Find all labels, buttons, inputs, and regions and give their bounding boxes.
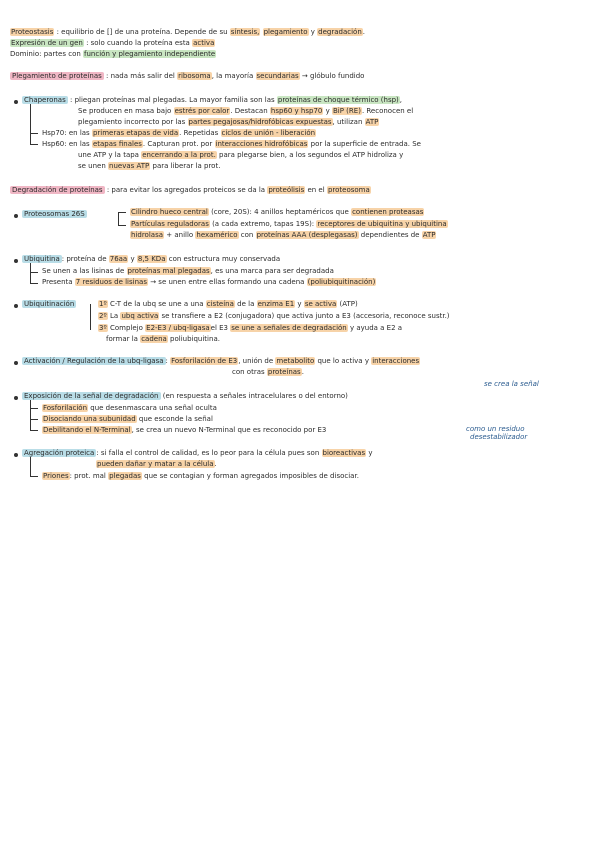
label-exposicion: Exposición de la señal de degradación bbox=[24, 392, 159, 400]
label-proteosomas: Proteosomas 26S bbox=[24, 210, 85, 218]
bracket-line bbox=[30, 400, 31, 430]
note-residuo-l1: como un residuo bbox=[466, 425, 525, 433]
chaperonas-line-2: Se producen en masa bajo estrés por calor. Destacan hsp60 y hsp70 y BiP (RE). Reconocen el bbox=[78, 107, 414, 115]
ubiquitinacion-label-line bbox=[22, 300, 76, 309]
label-priones: Priones bbox=[43, 472, 69, 480]
arrow-tick bbox=[30, 144, 38, 145]
term-dominio: Dominio bbox=[10, 50, 40, 58]
arrow-tick bbox=[30, 419, 38, 420]
heading-degradacion: Degradación de proteínas bbox=[12, 186, 103, 194]
arrow-tick bbox=[30, 430, 38, 431]
exposicion-bullet-2: Disociando una subunidad que esconde la señal bbox=[43, 415, 213, 423]
arrow-tick bbox=[30, 283, 38, 284]
plegamiento-line: Plegamiento de proteínas : nada más salir del ribosoma, la mayoría secundarias → glóbulo fundido bbox=[12, 72, 365, 80]
label-chaperonas: Chaperonas bbox=[24, 96, 66, 104]
proteosomas-line-2: Partículas reguladoras (a cada extremo, tapas 19S): receptores de ubiquitina y ubiquitina bbox=[131, 220, 447, 228]
hsp60-line-2: une ATP y la tapa encerrando a la prot. para plegarse bien, a los segundos el ATP hidroliza y bbox=[78, 151, 404, 159]
bullet-dot bbox=[14, 453, 18, 457]
arrow-tick bbox=[118, 212, 126, 213]
heading-plegamiento: Plegamiento de proteínas bbox=[12, 72, 102, 80]
intro-line-1: Proteostasis : equilibrio de [] de una proteína. Depende de su síntesis, plegamiento y degradación. bbox=[11, 28, 365, 36]
chaperonas-line-1: Chaperonas : pliegan proteínas mal plegadas. La mayor familia son las proteínas de choque térmico (hsp), bbox=[24, 96, 403, 104]
ubiquitina-line-2: Se unen a las lisinas de proteínas mal plegadas, es una marca para ser degradada bbox=[42, 267, 334, 275]
ubiquitinacion-step-3-cont: formar la cadena poliubiquitina. bbox=[106, 335, 220, 343]
bracket-line bbox=[90, 304, 91, 330]
bracket-line bbox=[30, 263, 31, 283]
bullet-dot bbox=[14, 304, 18, 308]
bracket-line bbox=[30, 104, 31, 144]
bracket-line bbox=[30, 457, 31, 476]
ubiquitinacion-step-2: 2º La ubq activa se transfiere a E2 (conjugadora) que activa junto a E3 (accesoria, reconoce sustr.) bbox=[99, 312, 450, 320]
hsp60-line-1: Hsp60: en las etapas finales. Capturan prot. por interacciones hidrofóbicas por la superficie de entrada. Se bbox=[42, 140, 421, 148]
arrow-tick bbox=[30, 476, 38, 477]
exposicion-bullet-1: Fosforilación que desenmascara una señal oculta bbox=[43, 404, 217, 412]
proteosomas-label-line bbox=[22, 210, 87, 219]
label-activacion: Activación / Regulación de la ubq-ligasa bbox=[24, 357, 164, 365]
intro-line-2: Expresión de un gen : solo cuando la proteína esta activa bbox=[11, 39, 215, 47]
exposicion-line: Exposición de la señal de degradación (en respuesta a señales intracelulares o del entorno) bbox=[24, 392, 348, 400]
bracket-line bbox=[118, 212, 119, 225]
hsp60-line-3: se unen nuevas ATP para liberar la prot. bbox=[78, 162, 221, 170]
chaperonas-line-3: plegamiento incorrecto por las partes pegajosas/hidrofóbicas expuestas, utilizan ATP bbox=[78, 118, 379, 126]
bullet-dot bbox=[14, 259, 18, 263]
exposicion-bullet-3: Debilitando el N-Terminal, se crea un nuevo N-Terminal que es reconocido por E3 bbox=[43, 426, 327, 434]
priones-line: Priones: prot. mal plegadas que se contagian y forman agregados imposibles de disociar. bbox=[43, 472, 359, 480]
label-hsp70: Hsp70 bbox=[42, 129, 65, 137]
arrow-tick bbox=[118, 225, 126, 226]
intro-line-3: Dominio: partes con función y plegamiento independiente bbox=[10, 50, 216, 58]
agregacion-line-2: pueden dañar y matar a la célula. bbox=[97, 460, 217, 468]
ubiquitinacion-step-3: 3º Complejo E2-E3 / ubq-ligasael E3 se une a señales de degradación y ayuda a E2 a bbox=[99, 324, 403, 332]
label-ubiquitina: Ubiquitina bbox=[24, 255, 60, 263]
degradacion-line: Degradación de proteínas : para evitar los agregados proteicos se da la proteólisis en el proteosoma bbox=[12, 186, 370, 194]
label-ubiquitinacion: Ubiquitinación bbox=[24, 300, 75, 308]
arrow-tick bbox=[30, 272, 38, 273]
note-residuo-l2: desestabilizador bbox=[470, 433, 528, 441]
proteosomas-line-1: Cilindro hueco central (core, 20S): 4 anillos heptaméricos que contienen proteasas bbox=[131, 208, 424, 216]
bullet-dot bbox=[14, 396, 18, 400]
agregacion-line-1: Agregación proteica : si falla el control de calidad, es lo peor para la célula pues son bioreactivas y bbox=[24, 449, 373, 457]
note-se-crea-senal: se crea la señal bbox=[484, 380, 539, 388]
hsp70-line: Hsp70: en las primeras etapas de vida. Repetidas ciclos de unión - liberación bbox=[42, 129, 316, 137]
arrow-tick bbox=[30, 408, 38, 409]
proteosomas-line-3: hidrolasa + anillo hexamérico con proteínas AAA (desplegasas) dependientes de ATP bbox=[131, 231, 436, 239]
label-hsp60: Hsp60 bbox=[42, 140, 65, 148]
term-expresion: Expresión de un gen bbox=[11, 39, 83, 47]
activacion-line-1: Activación / Regulación de la ubq-ligasa : Fosforilación de E3, unión de metabolito que lo activa y interacciones bbox=[24, 357, 420, 365]
activacion-line-2: con otras proteínas. bbox=[232, 368, 304, 376]
ubiquitina-line-3: Presenta 7 residuos de lisinas → se unen entre ellas formando una cadena (poliubiquitinación) bbox=[42, 278, 376, 286]
ubiquitinacion-step-1: 1º C-T de la ubq se une a una cisteína de la enzima E1 y se activa (ATP) bbox=[99, 300, 358, 308]
bullet-dot bbox=[14, 361, 18, 365]
label-agregacion: Agregación proteica bbox=[24, 449, 95, 457]
bullet-dot bbox=[14, 100, 18, 104]
term-proteostasis: Proteostasis bbox=[11, 28, 54, 36]
arrow-tick bbox=[30, 133, 38, 134]
bullet-dot bbox=[14, 214, 18, 218]
ubiquitina-line-1: Ubiquitina : proteína de 76aa y 8,5 KDa con estructura muy conservada bbox=[24, 255, 281, 263]
